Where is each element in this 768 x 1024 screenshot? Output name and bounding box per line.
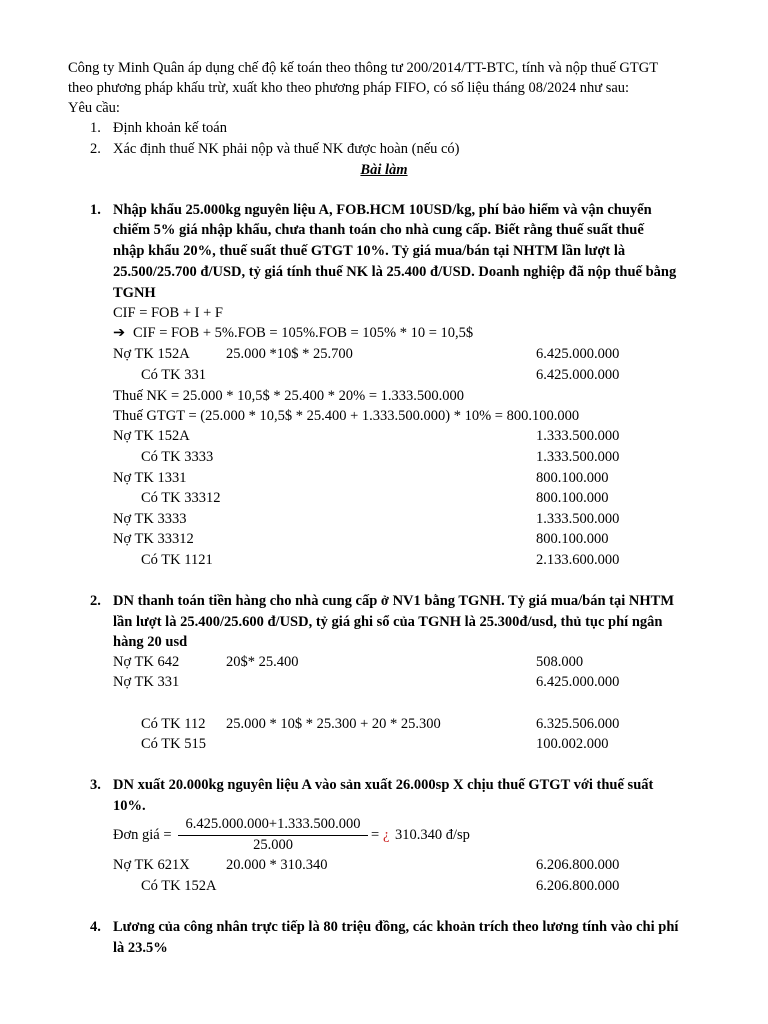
q2-text-line: DN thanh toán tiền hàng cho nhà cung cấp ở NV1 bằng TGNH. Tỷ giá mua/bán tại NHTM bbox=[113, 593, 675, 609]
intro-requirement-label: Yêu cầu: bbox=[68, 100, 120, 116]
q2-number: 2. bbox=[90, 593, 101, 609]
unit-price-label: Đơn giá = bbox=[113, 827, 172, 843]
fraction-denominator: 25.000 bbox=[253, 837, 293, 853]
q1-text-line: nhập khẩu 20%, thuế suất thuế GTGT 10%. Tỷ giá mua/bán tại NHTM lần lượt là bbox=[113, 243, 626, 259]
unit-price-result: 310.340 đ/sp bbox=[395, 827, 470, 843]
journal-formula: 25.000 * 10$ * 25.300 + 20 * 25.300 bbox=[226, 716, 441, 732]
journal-account: Có TK 515 bbox=[141, 736, 206, 752]
journal-account: Có TK 112 bbox=[141, 716, 206, 732]
q1-text-line: chiếm 5% giá nhập khẩu, chưa thanh toán cho nhà cung cấp. Biết rằng thuế suất thuế bbox=[113, 222, 644, 238]
q1-text-line: 25.500/25.700 đ/USD, tỷ giá tính thuế NK là 25.400 đ/USD. Doanh nghiệp đã nộp thuế bằng bbox=[113, 264, 677, 280]
solution-heading: Bài làm bbox=[360, 162, 408, 178]
journal-amount: 508.000 bbox=[536, 654, 584, 670]
journal-amount: 1.333.500.000 bbox=[536, 449, 620, 465]
journal-formula: 20$* 25.400 bbox=[226, 654, 299, 670]
journal-formula: 20.000 * 310.340 bbox=[226, 857, 328, 873]
journal-account: Có TK 3333 bbox=[141, 449, 214, 465]
journal-account: Nợ TK 33312 bbox=[113, 531, 194, 547]
vat-calculation: Thuế GTGT = (25.000 * 10,5$ * 25.400 + 1.333.500.000) * 10% = 800.100.000 bbox=[113, 408, 580, 424]
journal-account: Nợ TK 1331 bbox=[113, 470, 187, 486]
requirement-num-1: 1. bbox=[90, 120, 101, 136]
journal-amount: 6.206.800.000 bbox=[536, 878, 620, 894]
journal-account: Nợ TK 152A bbox=[113, 428, 190, 444]
intro-line-1: Công ty Minh Quân áp dụng chế độ kế toán theo thông tư 200/2014/TT-BTC, tính và nộp thuế GTGT bbox=[68, 60, 659, 76]
journal-amount: 6.425.000.000 bbox=[536, 346, 620, 362]
q3-text-line: 10%. bbox=[113, 798, 146, 814]
q1-text-line: TGNH bbox=[113, 285, 156, 301]
journal-account: Có TK 1121 bbox=[141, 552, 213, 568]
q4-text-line: là 23.5% bbox=[113, 940, 168, 956]
journal-amount: 6.425.000.000 bbox=[536, 367, 620, 383]
journal-amount: 100.002.000 bbox=[536, 736, 609, 752]
q2-text-line: hàng 20 usd bbox=[113, 634, 188, 650]
q1-number: 1. bbox=[90, 202, 101, 218]
journal-account: Có TK 152A bbox=[141, 878, 217, 894]
q3-number: 3. bbox=[90, 777, 101, 793]
journal-amount: 6.206.800.000 bbox=[536, 857, 620, 873]
inverted-question-glyph: ¿ bbox=[383, 827, 390, 843]
journal-amount: 1.333.500.000 bbox=[536, 428, 620, 444]
journal-account: Nợ TK 152A bbox=[113, 346, 190, 362]
q4-text-line: Lương của công nhân trực tiếp là 80 triệu đồng, các khoản trích theo lương tính vào chi phí bbox=[113, 919, 679, 935]
journal-account: Nợ TK 3333 bbox=[113, 511, 187, 527]
q1-text-line: Nhập khẩu 25.000kg nguyên liệu A, FOB.HCM 10USD/kg, phí bảo hiểm và vận chuyển bbox=[113, 202, 652, 218]
cif-calculation: ➔ CIF = FOB + 5%.FOB = 105%.FOB = 105% * 10 = 10,5$ bbox=[113, 325, 474, 341]
requirement-num-2: 2. bbox=[90, 141, 101, 157]
q3-text-line: DN xuất 20.000kg nguyên liệu A vào sản xuất 26.000sp X chịu thuế GTGT với thuế suất bbox=[113, 777, 654, 793]
journal-account: Nợ TK 331 bbox=[113, 674, 180, 690]
journal-amount: 2.133.600.000 bbox=[536, 552, 620, 568]
journal-amount: 800.100.000 bbox=[536, 470, 609, 486]
journal-amount: 6.325.506.000 bbox=[536, 716, 620, 732]
arrow-right-icon: ➔ bbox=[113, 325, 126, 341]
journal-account: Có TK 331 bbox=[141, 367, 206, 383]
fraction-numerator: 6.425.000.000+1.333.500.000 bbox=[185, 816, 361, 832]
q2-text-line: lần lượt là 25.400/25.600 đ/USD, tỷ giá ghi sổ của TGNH là 25.300đ/usd, thủ tục phí ngân bbox=[113, 614, 663, 630]
import-tax-calculation: Thuế NK = 25.000 * 10,5$ * 25.400 * 20% = 1.333.500.000 bbox=[113, 388, 465, 404]
journal-amount: 800.100.000 bbox=[536, 490, 609, 506]
q4-number: 4. bbox=[90, 919, 101, 935]
cif-formula: CIF = FOB + I + F bbox=[113, 305, 223, 321]
journal-amount: 800.100.000 bbox=[536, 531, 609, 547]
requirement-1: Định khoản kế toán bbox=[113, 120, 227, 136]
journal-amount: 6.425.000.000 bbox=[536, 674, 620, 690]
journal-account: Có TK 33312 bbox=[141, 490, 221, 506]
journal-account: Nợ TK 642 bbox=[113, 654, 180, 670]
requirement-2: Xác định thuế NK phải nộp và thuế NK được hoàn (nếu có) bbox=[113, 141, 460, 157]
journal-formula: 25.000 *10$ * 25.700 bbox=[226, 346, 353, 362]
journal-account: Nợ TK 621X bbox=[113, 857, 190, 873]
journal-amount: 1.333.500.000 bbox=[536, 511, 620, 527]
equals-sign: = bbox=[371, 827, 380, 843]
intro-line-2: theo phương pháp khấu trừ, xuất kho theo phương pháp FIFO, có số liệu tháng 08/2024 như sau: bbox=[68, 80, 630, 96]
